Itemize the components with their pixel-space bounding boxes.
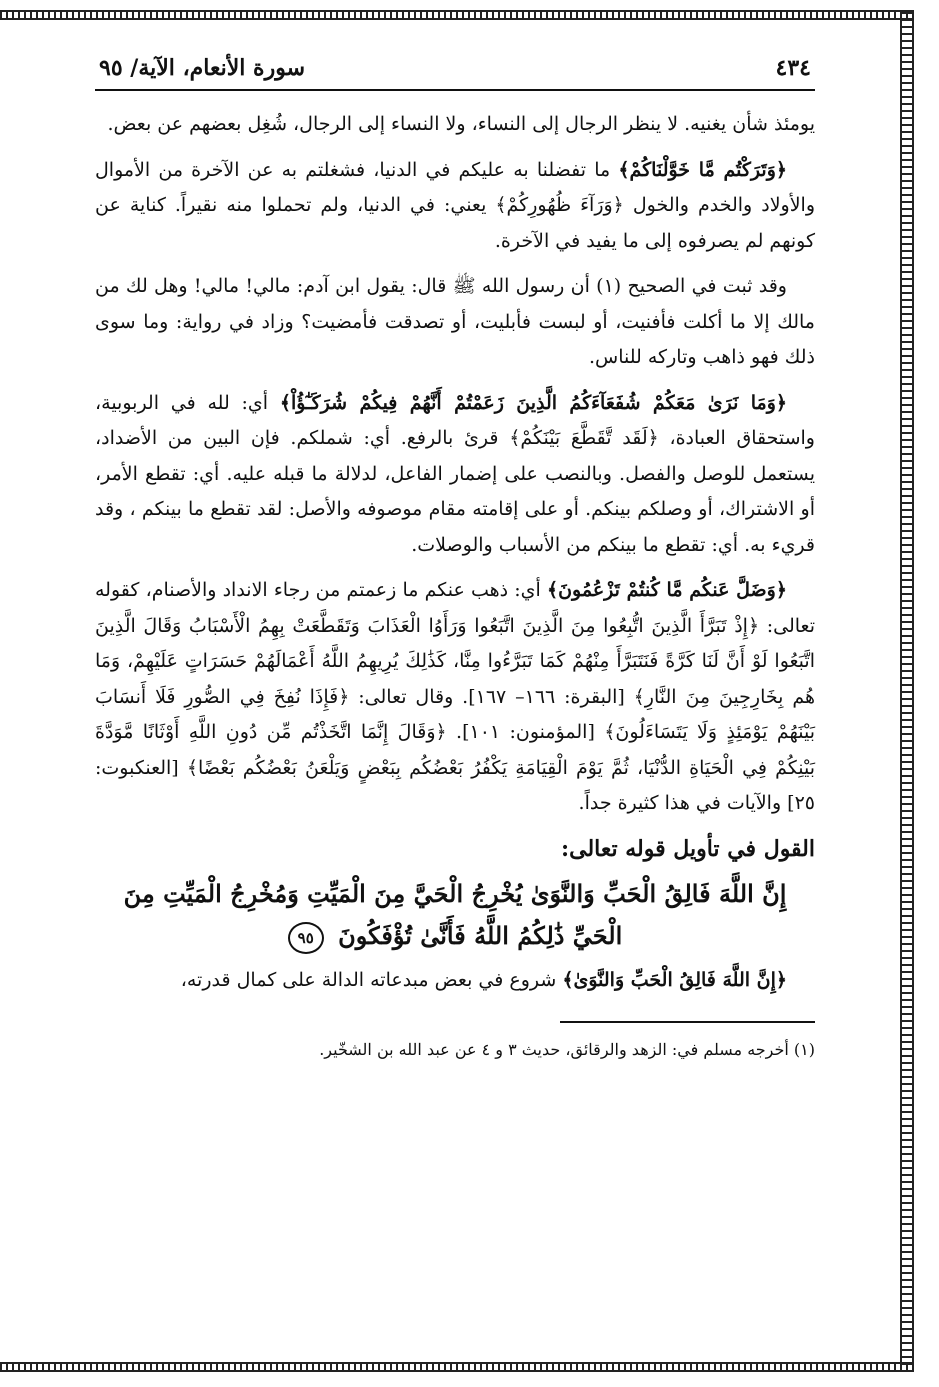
quran-verse xyxy=(95,873,815,957)
ayah-number-badge: ٩٥ xyxy=(288,922,324,954)
verse-text: إِنَّ اللَّهَ فَالِقُ الْحَبِّ وَالنَّوَىٰ يُخْرِجُ الْحَيَّ مِنَ الْمَيِّتِ وَمُخْرِجُ الْمَيِّتِ مِنَ الْحَيِّ ذَٰلِكُمُ اللَّهُ فَأَنَّىٰ تُؤْفَكُونَ xyxy=(123,879,787,950)
paragraph-text: ما تفضلنا به عليكم في الدنيا، فشغلتم به عن الآخرة من الأموال والأولاد والخدم والخول ﴿وَرَآءَ ظُهُورِكُمْ﴾ يعني: في الدنيا، ولم تحملوا منه نقيراً. كناية عن كونهم لم يصرفوه إلى ما يفيد في الآخرة. xyxy=(95,158,815,252)
page-header xyxy=(95,55,815,91)
paragraph-text: أي: ذهب عنكم ما زعمتم من رجاء الانداد والأصنام، كقوله تعالى: ﴿إِذْ تَبَرَّأَ الَّذِينَ اتُّبِعُوا مِنَ الَّذِينَ اتَّبَعُوا وَرَأَوُا الْعَذَابَ وَتَقَطَّعَتْ بِهِمُ الْأَسْبَابُ وَقَالَ الَّذِينَ اتَّبَعُوا لَوْ أَنَّ لَنَا كَرَّةً فَنَتَبَرَّأَ مِنْهُمْ كَمَا تَبَرَّءُوا مِنَّا، كَذَٰلِكَ يُرِيهِمُ اللَّهُ أَعْمَالَهُمْ حَسَرَاتٍ عَلَيْهِمْ، وَمَا هُم بِخَارِجِينَ مِنَ النَّارِ﴾ [البقرة: ١٦٦– ١٦٧]. وقال تعالى: ﴿فَإِذَا نُفِخَ فِي الصُّورِ فَلَا أَنسَابَ بَيْنَهُمْ يَوْمَئِذٍ وَلَا يَتَسَاءَلُونَ﴾ [المؤمنون: ١٠١]. ﴿وَقَالَ إِنَّمَا اتَّخَذْتُم مِّن دُونِ اللَّهِ أَوْثَانًا مَّوَدَّةَ بَيْنِكُمْ فِي الْحَيَاةِ الدُّنْيَا، ثُمَّ يَوْمَ الْقِيَامَةِ يَكْفُرُ بَعْضُكُم بِبَعْضٍ وَيَلْعَنُ بَعْضُكُم بَعْضًا﴾ [العنكبوت: ٢٥] والآيات في هذا كثيرة جداً. xyxy=(95,579,815,814)
top-ornamental-border xyxy=(0,10,912,20)
paragraph-text: يومئذ شأن يغنيه. لا ينظر الرجال إلى النساء، ولا النساء إلى الرجال، شُغِل بعضهم عن بعض. xyxy=(107,113,815,135)
paragraph-6 xyxy=(95,963,815,999)
paragraph-5 xyxy=(95,573,815,822)
quran-quote: ﴿إِنَّ اللَّهَ فَالِقُ الْحَبِّ وَالنَّوَىٰ﴾ xyxy=(562,969,787,991)
paragraph-3 xyxy=(95,269,815,376)
paragraph-text: شروع في بعض مبدعاته الدالة على كمال قدرته، xyxy=(180,969,563,991)
section-heading: القول في تأويل قوله تعالى: xyxy=(561,835,815,862)
paragraph-1 xyxy=(95,107,815,143)
page xyxy=(95,55,815,1355)
paragraph-2 xyxy=(95,153,815,260)
bottom-ornamental-border xyxy=(0,1362,912,1372)
paragraph-4 xyxy=(95,386,815,564)
surah-title: سورة الأنعام، الآية/ ٩٥ xyxy=(99,55,305,81)
right-ornamental-border xyxy=(900,10,914,1372)
quran-quote: ﴿وَتَرَكْتُم مَّا خَوَّلْنَاكُمْ﴾ xyxy=(618,158,787,181)
footnote: (١) أخرجه مسلم في: الزهد والرقائق، حديث ٣ و ٤ عن عبد الله بن الشخّير. xyxy=(319,1039,815,1059)
quran-quote: ﴿وَضَلَّ عَنكُم مَّا كُنتُمْ تَزْعُمُونَ﴾ xyxy=(546,579,787,601)
page-number: ٤٣٤ xyxy=(775,55,811,81)
footnote-divider xyxy=(560,1021,815,1023)
paragraph-text: وقد ثبت في الصحيح (١) أن رسول الله ﷺ قال: يقول ابن آدم: مالي! مالي! وهل لك من مالك إلا ما أكلت فأفنيت، أو لبست فأبليت، أو تصدقت فأمضيت؟ وزاد في رواية: وما سوى ذلك فهو ذاهب وتاركه للناس. xyxy=(95,275,815,368)
paragraph-text: أي: لله في الربوبية، واستحقاق العبادة، ﴿لَقَد تَّقَطَّعَ بَيْنَكُمْ﴾ قرئ بالرفع. أي: شملكم. فإن البين من الأضداد، يستعمل للوصل والفصل. وبالنصب على إضمار الفاعل، لدلالة ما قبله عليه. أي: تقطع الأمر، أو الاشتراك، أو وصلكم بينكم. أو على إقامته مقام موصوفه والأصل: لقد تقطع ما بينكم ، وقد قريء به. أي: تقطع ما بينكم من الأسباب والوصلات. xyxy=(95,391,815,556)
quran-quote: ﴿وَمَا نَرَىٰ مَعَكُمْ شُفَعَآءَكُمُ الَّذِينَ زَعَمْتُمْ أَنَّهُمْ فِيكُمْ شُرَكَـٰٓؤُاْ﴾ xyxy=(279,391,787,414)
page-content xyxy=(95,91,815,1063)
